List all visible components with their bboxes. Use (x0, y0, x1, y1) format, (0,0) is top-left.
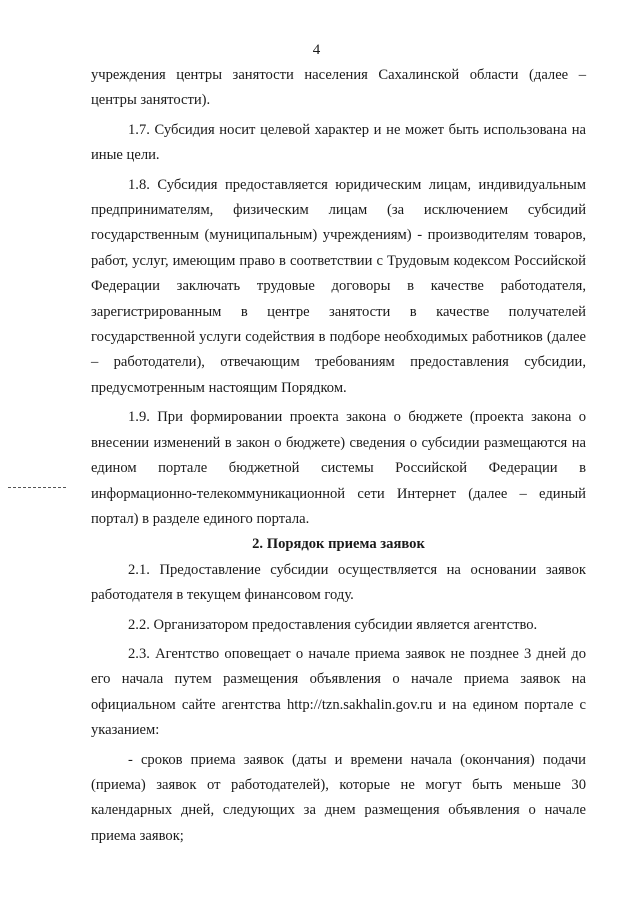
document-body (91, 63, 586, 849)
paragraph-continuation: учреждения центры занятости населения Сахалинской области (далее – центры занятости). (91, 67, 586, 109)
paragraph-2-1: 2.1. Предоставление субсидии осуществляется на основании заявок работодателя в текущем финансовом году. (91, 561, 586, 604)
section-heading: 2. Порядок приема заявок (252, 536, 425, 553)
paragraph-1-9: 1.9. При формировании проекта закона о бюджете (проекта закона о внесении изменений в закон о бюджете) сведения о субсидии размещаются на едином портале бюджетной системы Российской Федерации в информационно-телекоммуникационной сети Интернет (далее – единый портал) в разделе единого портала. (91, 409, 586, 527)
paragraph-1-8: 1.8. Субсидия предоставляется юридическим лицам, индивидуальным предпринимателям, физическим лицам (за исключением субсидий государственным (муниципальным) учреждениям) - производителям товаров, работ, услуг, имеющим право в соответствии с Трудовым кодексом Российской Федерации заключать трудовые договоры в качестве работодателя, зарегистрированным в центре занятости в качестве получателей государственной услуги содействия в подборе необходимых работников (далее – работодатели), отвечающим требованиям предоставления субсидии, предусмотренным настоящим Порядком. (91, 176, 586, 396)
list-item-deadlines: - сроков приема заявок (даты и времени начала (окончания) подачи (приема) заявок от работодателей), которые не могут быть меньше 30 календарных дней, следующих за днем размещения объявления о начале приема заявок; (91, 751, 586, 844)
paragraph-2-3: 2.3. Агентство оповещает о начале приема заявок не позднее 3 дней до его начала путем размещения объявления о начале приема заявок на официальном сайте агентства http://tzn.sakhalin.gov.ru и на едином портале с указанием: (91, 645, 586, 739)
margin-mark (8, 487, 66, 488)
paragraph-1-7: 1.7. Субсидия носит целевой характер и не может быть использована на иные цели. (91, 121, 586, 164)
paragraph-2-2: 2.2. Организатором предоставления субсидии является агентство. (128, 616, 538, 633)
page-number: 4 (312, 42, 321, 58)
